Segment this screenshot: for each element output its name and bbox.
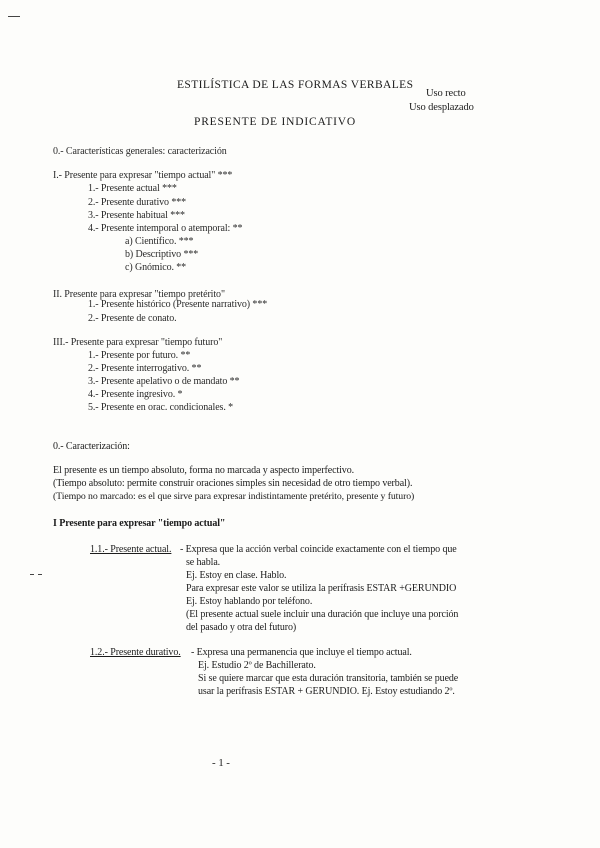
caracterizacion-paragraph: (Tiempo absoluto: permite construir oraciones simples sin necesidad de otro tiempo verbal). — [53, 478, 413, 489]
outline-intro: 0.- Características generales: caracterización — [53, 146, 227, 157]
scan-mark — [8, 16, 20, 17]
presente-actual-label: 1.1.- Presente actual. — [90, 544, 172, 555]
outline-item: 3.- Presente habitual *** — [88, 210, 185, 221]
presente-actual-line: Ej. Estoy en clase. Hablo. — [186, 570, 287, 581]
outline-section-1-heading: I.- Presente para expresar "tiempo actual" *** — [53, 170, 233, 181]
presente-actual-line: del pasado y otra del futuro) — [186, 622, 297, 633]
presente-durativo-label: 1.2.- Presente durativo. — [90, 647, 181, 658]
presente-actual-line: (El presente actual suele incluir una duración que incluye una porción — [186, 609, 459, 620]
presente-durativo-line: Si se quiere marcar que esta duración transitoria, también se puede — [198, 673, 459, 684]
outline-section-3-heading: III.- Presente para expresar "tiempo futuro" — [53, 337, 223, 348]
section-1-heading: I Presente para expresar "tiempo actual" — [53, 518, 226, 529]
caracterizacion-heading: 0.- Caracterización: — [53, 441, 130, 452]
legend-uso-recto: Uso recto — [426, 88, 466, 99]
outline-item: 2.- Presente durativo *** — [88, 197, 187, 208]
scan-mark — [30, 574, 34, 575]
outline-item: 2.- Presente de conato. — [88, 313, 177, 324]
legend-uso-desplazado: Uso desplazado — [409, 102, 474, 113]
outline-item: 2.- Presente interrogativo. ** — [88, 363, 202, 374]
outline-subitem: b) Descriptivo *** — [125, 249, 199, 260]
document-subtitle: PRESENTE DE INDICATIVO — [194, 116, 356, 128]
outline-subitem: a) Científico. *** — [125, 236, 194, 247]
document-title: ESTILÍSTICA DE LAS FORMAS VERBALES — [177, 79, 414, 91]
outline-item: 5.- Presente en orac. condicionales. * — [88, 402, 234, 413]
outline-item: 4.- Presente ingresivo. * — [88, 389, 183, 400]
outline-item: 4.- Presente intemporal o atemporal: ** — [88, 223, 243, 234]
outline-subitem: c) Gnómico. ** — [125, 262, 187, 273]
presente-actual-line: Ej. Estoy hablando por teléfono. — [186, 596, 313, 607]
page-number: - 1 - — [212, 757, 230, 769]
scan-mark — [38, 574, 42, 575]
presente-durativo-line: usar la perífrasis ESTAR + GERUNDIO. Ej. Estoy estudiando 2º. — [198, 686, 455, 697]
presente-actual-line: se habla. — [186, 557, 221, 568]
presente-durativo-line: Ej. Estudio 2º de Bachillerato. — [198, 660, 316, 671]
caracterizacion-paragraph: (Tiempo no marcado: es el que sirve para expresar indistintamente pretérito, presente y futuro) — [53, 491, 415, 502]
presente-durativo-definition: - Expresa una permanencia que incluye el tiempo actual. — [191, 647, 412, 658]
outline-item: 1.- Presente por futuro. ** — [88, 350, 191, 361]
caracterizacion-paragraph: El presente es un tiempo absoluto, forma no marcada y aspecto imperfectivo. — [53, 465, 355, 476]
outline-item: 3.- Presente apelativo o de mandato ** — [88, 376, 240, 387]
outline-item: 1.- Presente actual *** — [88, 183, 177, 194]
presente-actual-line: Para expresar este valor se utiliza la perífrasis ESTAR +GERUNDIO — [186, 583, 457, 594]
presente-actual-definition: - Expresa que la acción verbal coincide exactamente con el tiempo que — [180, 544, 457, 555]
outline-item: 1.- Presente histórico (Presente narrativo) *** — [88, 299, 268, 310]
outline-section-2-heading: II. Presente para expresar "tiempo pretérito" — [53, 289, 225, 300]
